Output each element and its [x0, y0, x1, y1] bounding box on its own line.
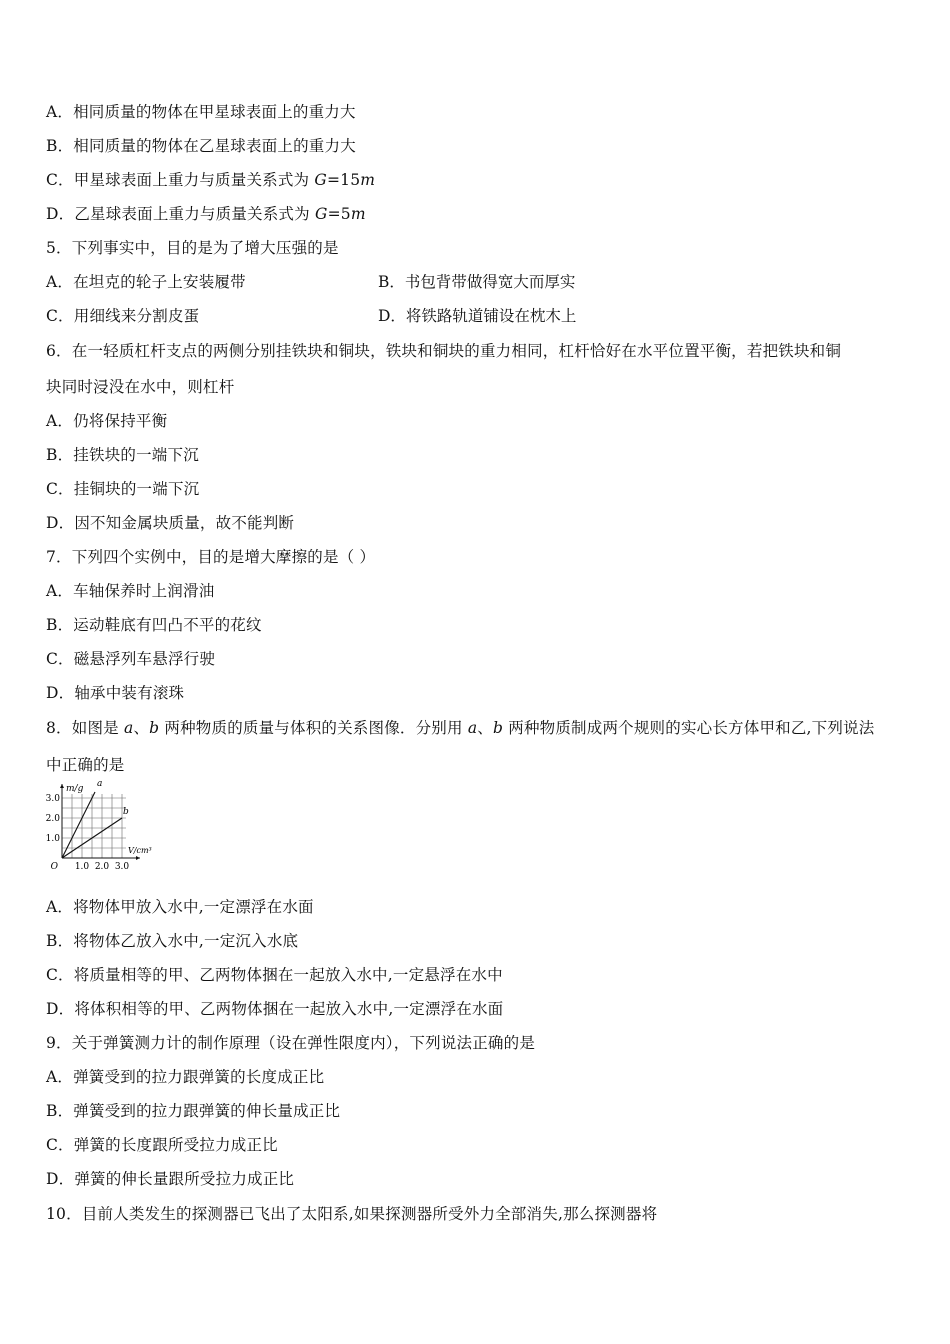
q7-option-b: B．运动鞋底有凹凸不平的花纹: [46, 616, 262, 634]
y-tick-label: 3.0: [45, 794, 60, 804]
q7-option-a: A．车轴保养时上润滑油: [46, 582, 215, 600]
q9-option-a: A．弹簧受到的拉力跟弹簧的长度成正比: [46, 1068, 325, 1086]
q5-option-d: D．将铁路轨道铺设在枕木上: [378, 307, 577, 325]
q7-option-c: C．磁悬浮列车悬浮行驶: [46, 650, 216, 668]
q9-option-b: B．弹簧受到的拉力跟弹簧的伸长量成正比: [46, 1102, 341, 1120]
q6-option-a: A．仍将保持平衡: [46, 412, 168, 430]
x-tick-label: 3.0: [114, 862, 130, 872]
y-tick-label: 2.0: [45, 814, 60, 824]
q4-option-d: D．乙星球表面上重力与质量关系式为 G=5m: [46, 205, 366, 223]
y-tick-label: 1.0: [45, 834, 60, 844]
question-6-line-1: 6．在一轻质杠杆支点的两侧分别挂铁块和铜块，铁块和铜块的重力相同，杠杆恰好在水平位置平衡，若把铁块和铜: [46, 342, 842, 360]
q5-option-c: C．用细线来分割皮蛋: [46, 307, 200, 325]
q9-option-d: D．弹簧的伸长量跟所受拉力成正比: [46, 1170, 295, 1188]
x-tick-label: 1.0: [74, 862, 90, 872]
question-5: 5．下列事实中，目的是为了增大压强的是: [46, 239, 339, 257]
q5-option-a: A．在坦克的轮子上安装履带: [46, 273, 246, 291]
q7-option-d: D．轴承中装有滚珠: [46, 684, 185, 702]
x-axis-arrow: [136, 856, 140, 860]
x-axis-label: V/cm³: [128, 846, 152, 855]
question-6-line-2: 块同时浸没在水中，则杠杆: [46, 378, 235, 396]
series-label-a: a: [97, 779, 103, 789]
q6-option-c: C．挂铜块的一端下沉: [46, 480, 200, 498]
q8-option-a: A．将物体甲放入水中,一定漂浮在水面: [46, 898, 314, 916]
question-10: 10．目前人类发生的探测器已飞出了太阳系,如果探测器所受外力全部消失,那么探测器将: [46, 1205, 658, 1223]
question-8-line-2: 中正确的是: [46, 756, 125, 774]
question-8-line-1: 8．如图是 a、b 两种物质的质量与体积的关系图像．分别用 a、b 两种物质制成两个规则的实心长方体甲和乙,下列说法: [46, 719, 875, 737]
x-tick-label: 2.0: [94, 862, 110, 872]
question-7: 7．下列四个实例中，目的是增大摩擦的是（ ）: [46, 548, 376, 566]
q6-option-d: D．因不知金属块质量，故不能判断: [46, 514, 295, 532]
q9-option-c: C．弹簧的长度跟所受拉力成正比: [46, 1136, 278, 1154]
q5-option-b: B．书包背带做得宽大而厚实: [378, 273, 576, 291]
y-axis-arrow: [60, 784, 64, 788]
q8-option-b: B．将物体乙放入水中,一定沉入水底: [46, 932, 299, 950]
q4-option-a: A．相同质量的物体在甲星球表面上的重力大: [46, 103, 356, 121]
q4-option-c: C．甲星球表面上重力与质量关系式为 G=15m: [46, 171, 376, 189]
q4-option-b: B．相同质量的物体在乙星球表面上的重力大: [46, 137, 356, 155]
q8-option-d: D．将体积相等的甲、乙两物体捆在一起放入水中,一定漂浮在水面: [46, 1000, 504, 1018]
y-axis-label: m/g: [66, 784, 84, 794]
question-9: 9．关于弹簧测力计的制作原理（设在弹性限度内），下列说法正确的是: [46, 1034, 536, 1052]
q8-option-c: C．将质量相等的甲、乙两物体捆在一起放入水中,一定悬浮在水中: [46, 966, 503, 984]
q6-option-b: B．挂铁块的一端下沉: [46, 446, 199, 464]
origin-label: O: [50, 862, 58, 872]
mass-volume-graph: [44, 779, 162, 874]
series-label-b: b: [123, 807, 129, 817]
